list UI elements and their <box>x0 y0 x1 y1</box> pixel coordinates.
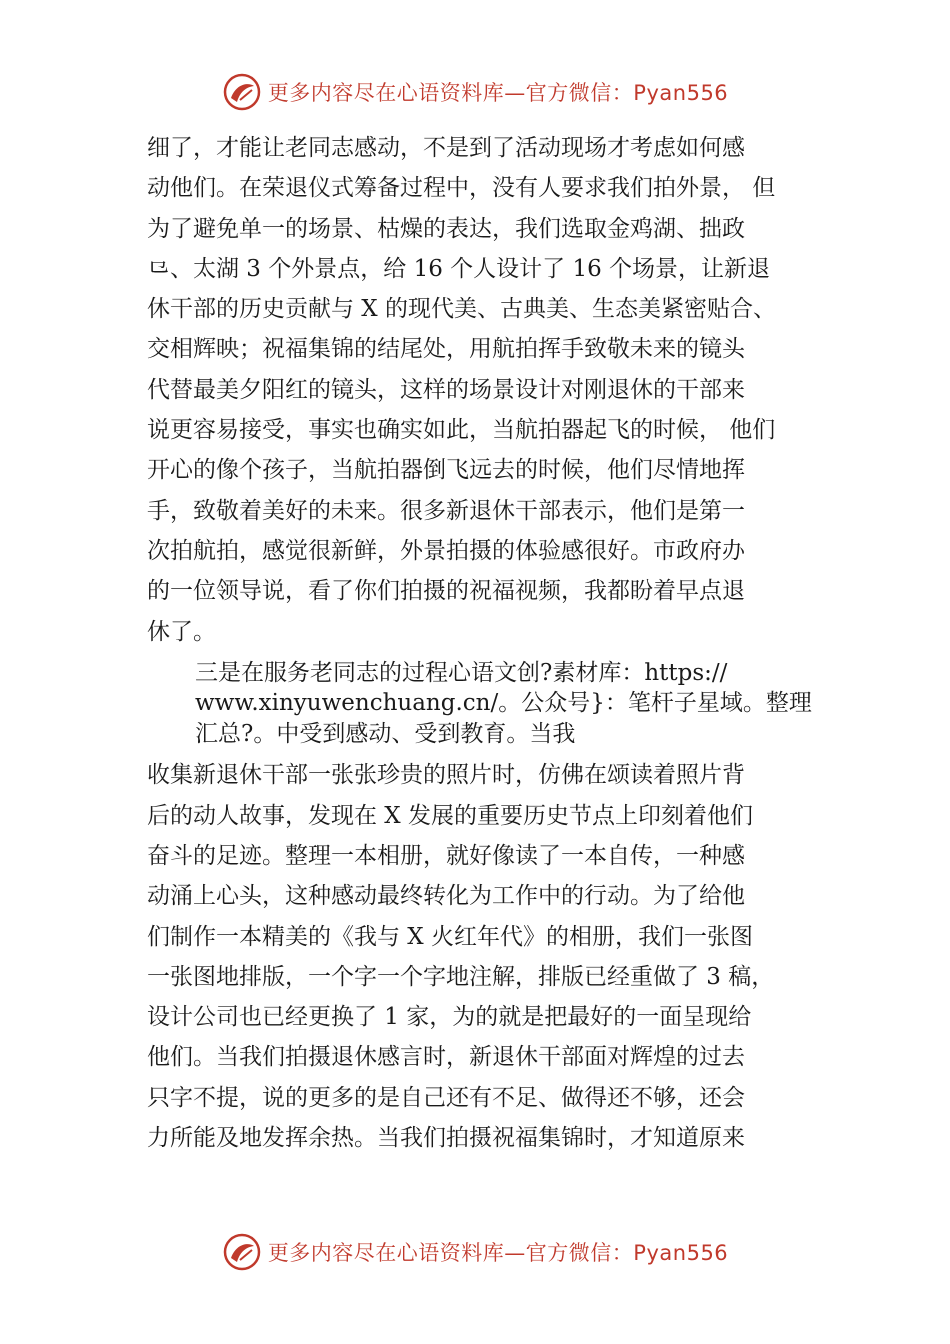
text-line: 的一位领导说，看了你们拍摄的祝福视频，我都盼着早点退 <box>147 578 745 605</box>
text-line: 收集新退休干部一张张珍贵的照片时，仿佛在颂读着照片背 <box>147 762 745 789</box>
text-line: 一张图地排版，一个字一个字地注解，排版已经重做了 3 稿， <box>147 963 775 990</box>
text-line: 细了，才能让老同志感动，不是到了活动现场才考虑如何感 <box>147 135 745 161</box>
footer-watermark <box>0 1230 950 1274</box>
text-line: 次拍航拍，感觉很新鲜，外景拍摄的体验感很好。市政府办 <box>147 537 745 564</box>
indented-paragraph <box>195 658 827 750</box>
text-line: 代替最美夕阳红的镜头，这样的场景设计对刚退休的干部来 <box>147 376 745 403</box>
text-line: 动他们。在荣退仪式筹备过程中，没有人要求我们拍外景， 但 <box>147 175 776 202</box>
text-line: 后的动人故事，发现在 X 发展的重要历史节点上印刻着他们 <box>147 802 753 829</box>
text-line: 说更容易接受，事实也确实如此，当航拍器起飞的时候， 他们 <box>147 417 776 444</box>
text-line: 动涌上心头，这种感动最终转化为工作中的行动。为了给他 <box>147 883 745 910</box>
text-line: 三是在服务老同志的过程心语文创?素材库：https:// <box>195 659 728 686</box>
text-line: 奋斗的足迹。整理一本相册，就好像读了一本自传，一种感 <box>147 842 745 869</box>
watermark-text: 更多内容尽在心语资料库—官方微信：Pyan556 <box>267 1241 729 1265</box>
document-body <box>147 128 827 1158</box>
brand-logo-icon <box>222 72 262 112</box>
text-line: 只字不提，说的更多的是自己还有不足、做得还不够，还会 <box>147 1084 745 1111</box>
header-watermark <box>0 70 950 114</box>
watermark-text: 更多内容尽在心语资料库—官方微信：Pyan556 <box>267 81 729 105</box>
text-line: 休干部的历史贡献与 X 的现代美、古典美、生态美紧密贴合、 <box>147 296 776 323</box>
text-line: 设计公司也已经更换了 1 家，为的就是把最好的一面呈现给 <box>147 1004 752 1031</box>
text-line: 们制作一本精美的《我与 X 火红年代》的相册，我们一张图 <box>147 923 753 950</box>
text-line: ⺋、太湖 3 个外景点，给 16 个人设计了 16 个场景，让新退 <box>147 255 771 282</box>
text-line: www.xinyuwenchuang.cn/。公众号}：笔杆子星域。整理 <box>195 690 812 717</box>
paragraph-2 <box>147 755 827 1158</box>
text-line: 力所能及地发挥余热。当我们拍摄祝福集锦时，才知道原来 <box>147 1125 745 1152</box>
brand-logo-icon <box>222 1232 262 1272</box>
text-line: 手，致敬着美好的未来。很多新退休干部表示，他们是第一 <box>147 497 745 524</box>
text-line: 开心的像个孩子，当航拍器倒飞远去的时候，他们尽情地挥 <box>147 457 745 484</box>
paragraph-1 <box>147 128 827 652</box>
text-line: 汇总?。中受到感动、受到教育。当我 <box>195 720 576 747</box>
text-line: 交相辉映；祝福集锦的结尾处，用航拍挥手致敬未来的镜头 <box>147 336 745 363</box>
text-line: 为了避免单一的场景、枯燥的表达，我们选取金鸡湖、拙政 <box>147 215 745 242</box>
text-line: 休了。 <box>147 618 216 645</box>
text-line: 他们。当我们拍摄退休感言时，新退休干部面对辉煌的过去 <box>147 1044 745 1071</box>
